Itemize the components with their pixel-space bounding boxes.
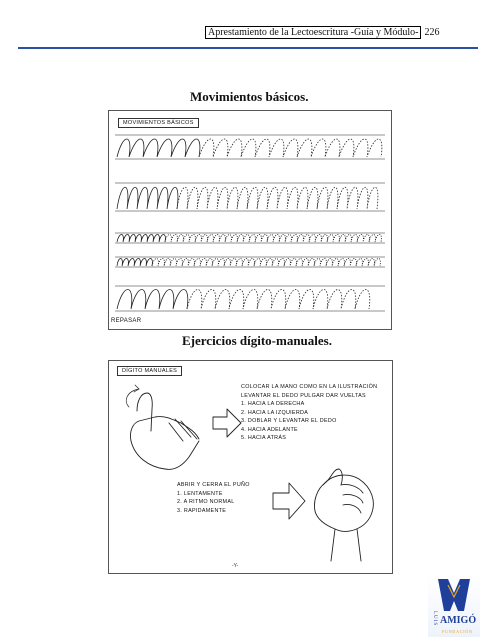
arrow-right-2 <box>273 483 305 519</box>
fundacion-luis-amigo-logo <box>428 575 480 637</box>
instruction-line: 1. HACIA LA DERECHA <box>241 401 305 407</box>
instruction-line: 3. RAPIDAMENTE <box>177 507 227 514</box>
tracing-row-2 <box>115 183 385 211</box>
caption-repasar: REPASAR <box>111 318 142 324</box>
document-title: Aprestamiento de la Lectoescritura -Guía y Módulo- <box>205 26 421 39</box>
panel-digito-manuales <box>108 360 393 574</box>
instructions-fist <box>177 481 250 515</box>
instruction-line: ABRIR Y CERRA EL PUÑO <box>177 482 250 488</box>
tracing-row-4 <box>115 257 385 267</box>
tracing-exercises <box>109 111 391 329</box>
header-rule <box>18 47 478 49</box>
instruction-line: 2. A RITMO NORMAL <box>177 499 235 505</box>
section-title-movimientos: Movimientos básicos. <box>190 89 309 104</box>
instructions-thumb <box>241 383 377 443</box>
logo-text-luis: LUIS <box>432 611 437 627</box>
panel-label-digito: DÍGITO MANUALES <box>117 366 182 376</box>
tracing-row-1 <box>115 135 385 159</box>
page-number: 226 <box>424 27 440 38</box>
tracing-row-5 <box>115 286 385 311</box>
panel-label-movimientos: MOVIMIENTOS BÁSICOS <box>118 118 199 128</box>
instruction-line: LEVANTAR EL DEDO PULGAR DAR VUELTAS <box>241 392 366 399</box>
logo-text-fundacion: FUNDACIÓN <box>442 629 473 634</box>
logo-text-amigo: AMIGÓ <box>440 615 477 626</box>
bottom-mark: -Y- <box>232 563 239 569</box>
section-title-ejercicios: Ejercicios dígito-manuales. <box>182 333 332 348</box>
logo-emblem-icon <box>428 575 480 615</box>
instruction-line: COLOCAR LA MANO COMO EN LA ILUSTRACIÓN <box>241 384 378 390</box>
hand-fist-drawing <box>314 469 373 561</box>
panel-movimientos-basicos <box>108 110 392 330</box>
instruction-line: 5. HACIA ATRÁS <box>241 435 287 441</box>
hand-thumb-up-drawing <box>126 385 199 469</box>
instruction-line: 1. LENTAMENTE <box>177 490 223 497</box>
instruction-line: 3. DOBLAR Y LEVANTAR EL DEDO <box>241 418 337 424</box>
instruction-line: 2. HACIA LA IZQUIERDA <box>241 409 309 416</box>
arrow-right-1 <box>213 409 241 437</box>
tracing-row-3 <box>115 233 385 243</box>
instruction-line: 4. HACIA ADELANTE <box>241 426 298 433</box>
page-header <box>205 27 439 38</box>
